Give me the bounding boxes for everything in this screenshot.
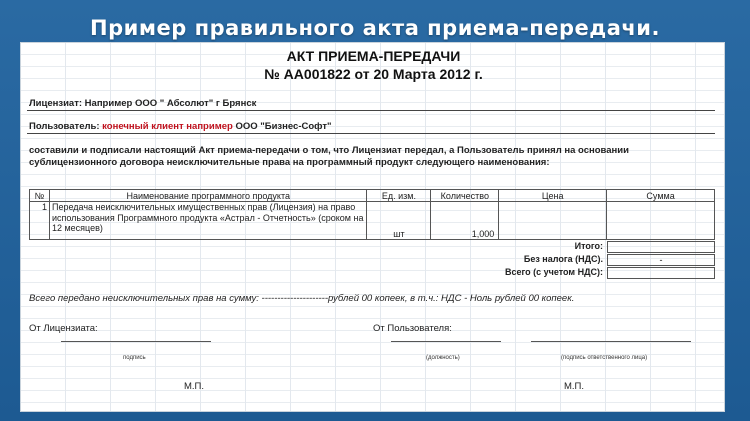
table-row [30,202,715,240]
total-value [607,241,715,253]
table-header-row [30,190,715,202]
header-unit: Ед. изм. [367,190,431,202]
header-sum: Сумма [607,190,715,202]
user-label: Пользователь: [29,121,100,132]
row-qty: 1,000 [431,202,499,240]
user-highlight: конечный клиент например [102,121,233,132]
from-licensor-label: От Лицензиата: [29,323,98,334]
totals-block [21,241,726,281]
stamp-left: М.П. [184,381,205,392]
caption-position: (должность) [426,355,460,361]
licensor-signature-line [61,341,211,342]
user-line [29,121,332,132]
licensor-underline [27,110,715,111]
row-sum [607,202,715,240]
header-price: Цена [499,190,607,202]
user-value: ООО "Бизнес-Софт" [235,121,332,132]
licensor-line [29,98,256,109]
header-qty: Количество [431,190,499,202]
document-number-line: № АА001822 от 20 Марта 2012 г. [264,66,483,82]
row-num: 1 [30,202,50,240]
user-signature-line [531,341,691,342]
document-title: АКТ ПРИЕМА-ПЕРЕДАЧИ [286,48,461,64]
document-sheet [20,42,725,412]
user-underline [27,133,715,134]
row-name: Передача неисключительных имущественных прав (Лицензия) на право использования Программного продукта «Астрал - Отчетность» (сроком на 12 месяцев) [49,202,367,240]
user-position-line [391,341,501,342]
licensor-label: Лицензиат: [29,98,83,109]
from-user-label: От Пользователя: [373,323,452,334]
row-unit: шт [367,202,431,240]
caption-responsible: (подпись ответственного лица) [561,355,648,361]
summary-line: Всего передано неисключительных прав на сумму: ---------------------рублей 00 копеек, в т.ч.: НДС - Ноль рублей 00 копеек. [29,293,575,304]
statement-paragraph: составили и подписали настоящий Акт приема-передачи о том, что Лицензиат передал, а Пользователь принял на основании сублицензионного договора неисключительные права на программный продукт следующего наименования: [29,145,629,168]
no-vat-value: - [607,254,715,266]
stamp-right: М.П. [564,381,585,392]
goods-table [29,189,715,240]
licensor-value: Например ООО " Абсолют" г Брянск [84,98,257,109]
total-label: Итого: [574,241,603,251]
row-price [499,202,607,240]
caption-signature: подпись [123,355,146,361]
header-num: № [30,190,50,202]
slide-headline: Пример правильного акта приема-передачи. [90,16,660,40]
header-name: Наименование программного продукта [49,190,367,202]
no-vat-label: Без налога (НДС). [523,254,603,264]
with-vat-value [607,267,715,279]
with-vat-label: Всего (с учетом НДС): [505,267,603,277]
